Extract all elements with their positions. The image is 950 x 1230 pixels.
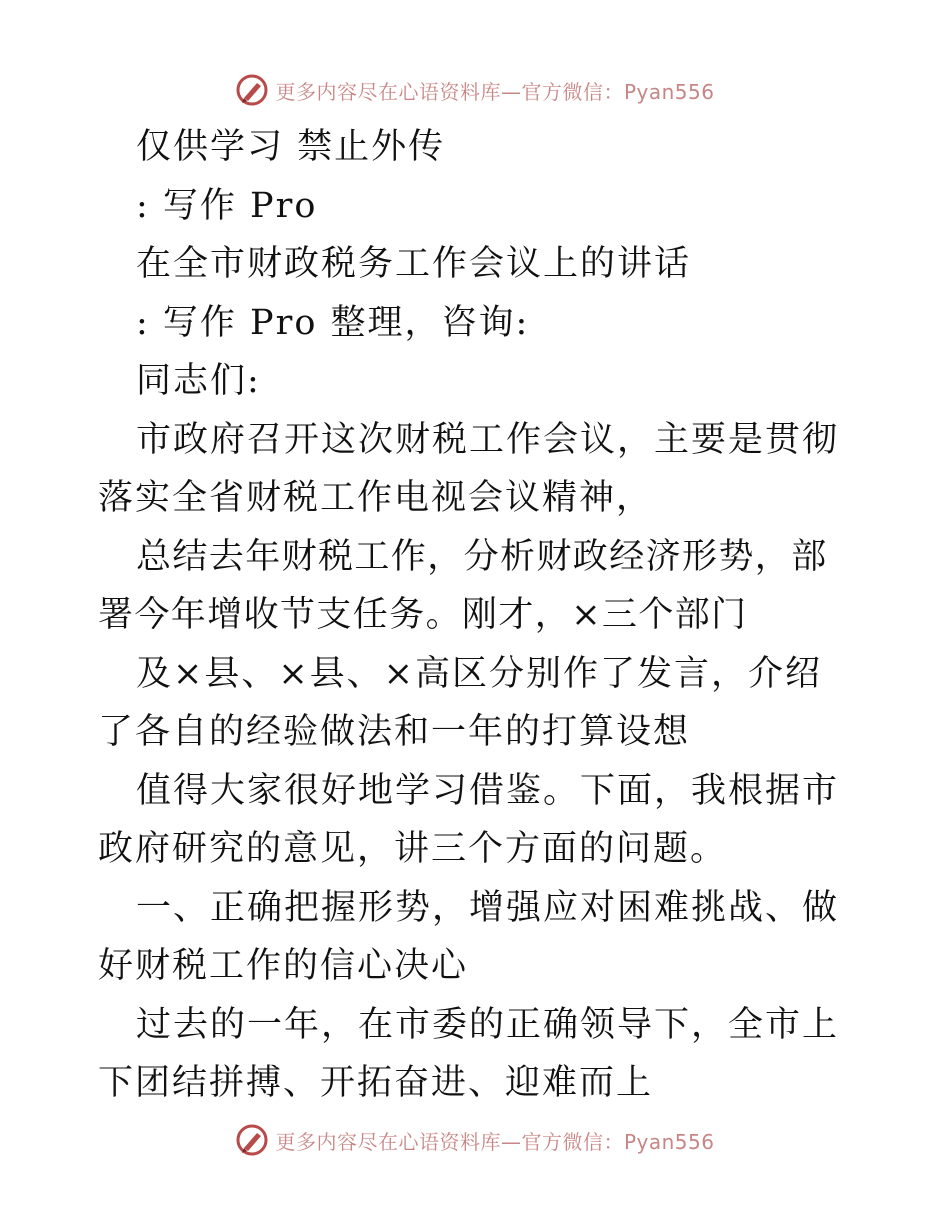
paragraph: 过去的一年，在市委的正确领导下，全市上下团结拼搏、开拓奋进、迎难而上: [98, 1004, 840, 1103]
pen-logo-icon: [235, 73, 269, 107]
header-banner: [0, 68, 950, 112]
footer-banner-text: 更多内容尽在心语资料库—官方微信：Pyan556: [275, 1129, 715, 1154]
paragraph: 市政府召开这次财税工作会议，主要是贯彻落实全省财税工作电视会议精神，: [98, 419, 840, 518]
paragraph: 及×县、×县、×高区分别作了发言，介绍了各自的经验做法和一年的打算设想: [98, 653, 822, 752]
paragraph: : 写作 Pro: [136, 185, 318, 226]
section-heading: 一、正确把握形势，增强应对困难挑战、做好财税工作的信心决心: [98, 887, 840, 986]
paragraph: 总结去年财税工作，分析财政经济形势，部署今年增收节支任务。刚才，×三个部门: [98, 536, 828, 635]
paragraph: : 写作 Pro 整理，咨询:: [136, 302, 530, 343]
pen-logo-icon: [235, 1123, 269, 1157]
paragraph: 值得大家很好地学习借鉴。下面，我根据市政府研究的意见，讲三个方面的问题。: [98, 770, 840, 869]
footer-banner: [0, 1118, 950, 1162]
salutation: 同志们:: [136, 361, 261, 401]
document-title: 在全市财政税务工作会议上的讲话: [136, 244, 692, 284]
paragraph: 仅供学习 禁止外传: [136, 127, 446, 167]
document-body: [98, 118, 858, 1113]
header-banner-text: 更多内容尽在心语资料库—官方微信：Pyan556: [275, 79, 715, 104]
